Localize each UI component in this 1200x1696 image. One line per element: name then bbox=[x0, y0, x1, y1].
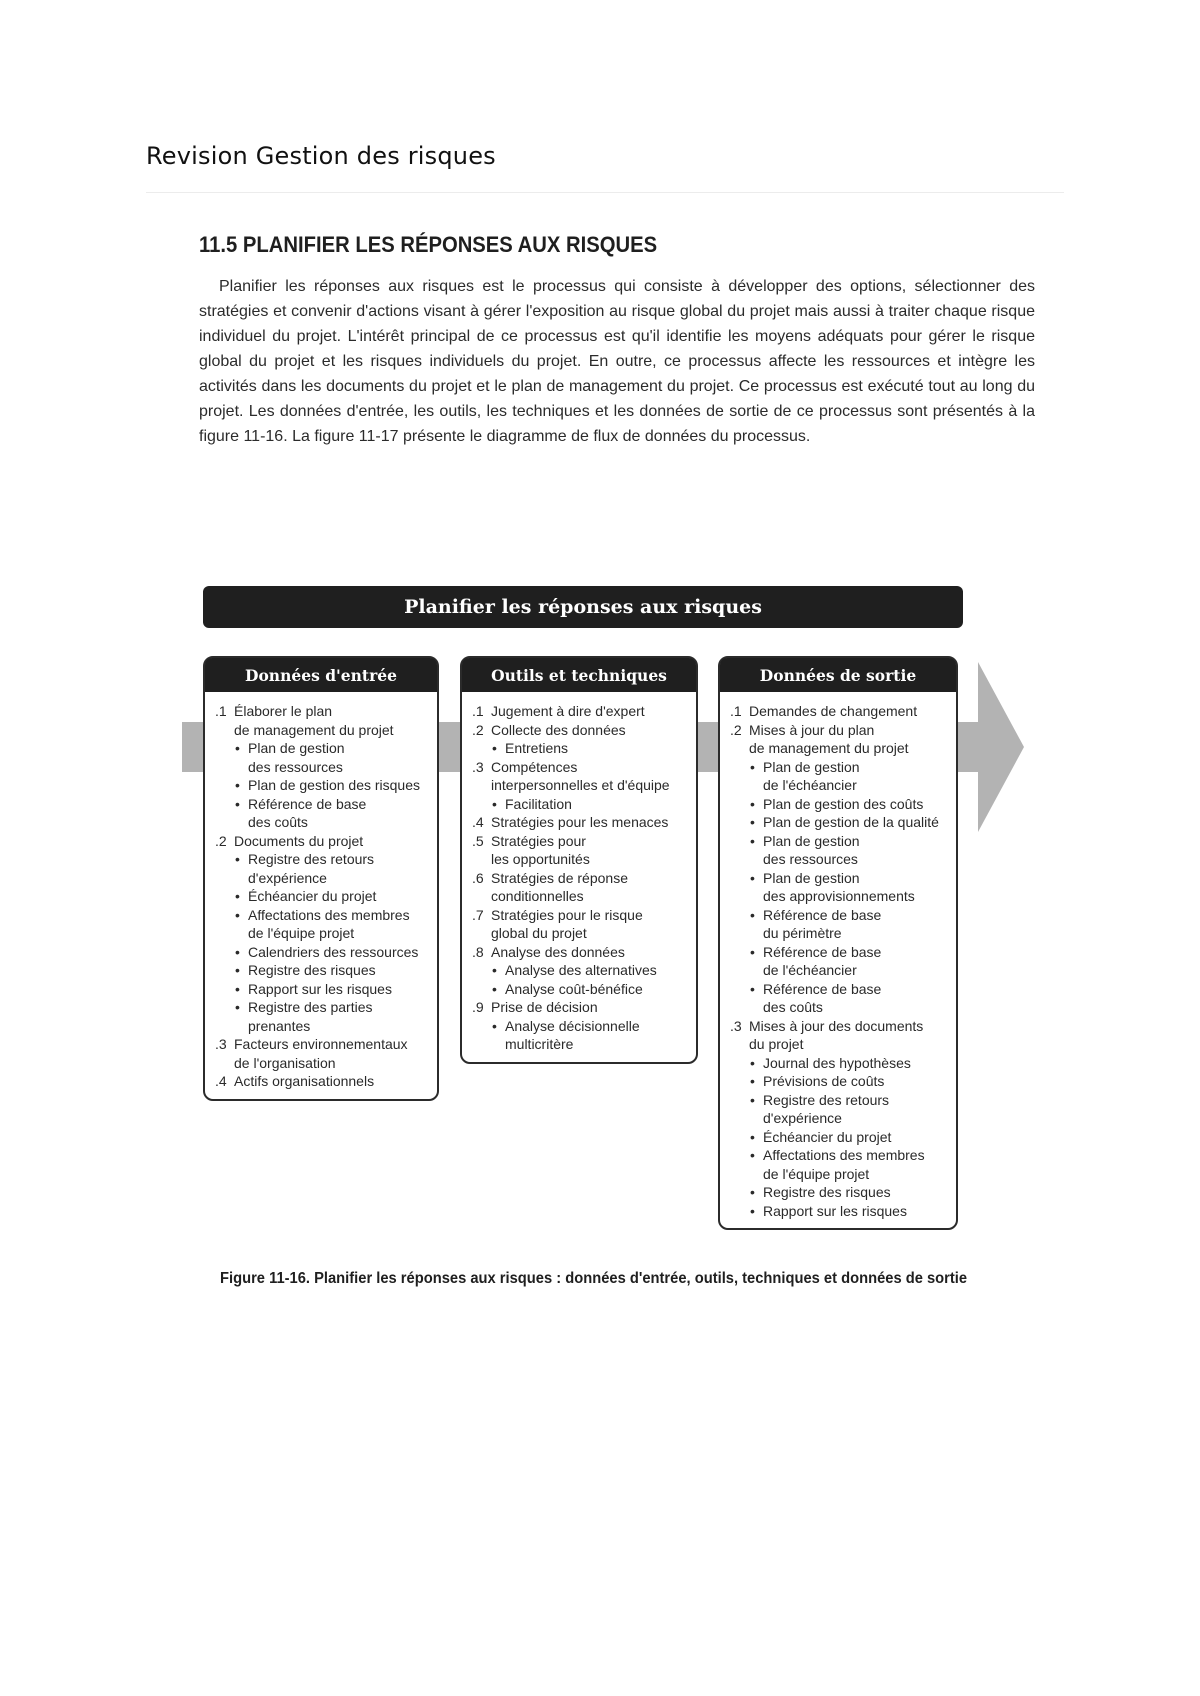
column-inputs bbox=[203, 656, 439, 1101]
list-subitem bbox=[730, 1128, 950, 1147]
bullet-icon: • bbox=[235, 740, 240, 756]
item-text: des ressources bbox=[248, 758, 343, 775]
list-subitem bbox=[472, 1017, 690, 1036]
item-number: .3 bbox=[215, 1036, 227, 1052]
bullet-icon: • bbox=[750, 795, 755, 812]
list-subitem bbox=[730, 924, 950, 943]
bullet-icon: • bbox=[750, 1147, 755, 1163]
bullet-icon: • bbox=[492, 1017, 497, 1034]
list-item bbox=[472, 776, 690, 795]
list-item bbox=[472, 998, 690, 1017]
item-text: Élaborer le plan bbox=[234, 703, 333, 719]
item-text: du périmètre bbox=[763, 925, 842, 941]
item-text: Affectations des membres bbox=[763, 1147, 925, 1163]
list-item bbox=[472, 924, 690, 943]
item-text: Registre des retours bbox=[248, 851, 375, 867]
item-text: Analyse décisionnelle bbox=[505, 1017, 640, 1034]
list-subitem bbox=[472, 961, 690, 980]
list-item bbox=[472, 758, 690, 777]
item-text: d'expérience bbox=[248, 869, 327, 886]
list-subitem bbox=[730, 832, 950, 851]
list-subitem bbox=[215, 943, 431, 962]
item-text: Échéancier du projet bbox=[248, 888, 377, 904]
column-list-tools bbox=[462, 692, 696, 1062]
bullet-icon: • bbox=[750, 1073, 755, 1089]
list-item bbox=[215, 832, 431, 851]
item-text: de l'équipe projet bbox=[248, 925, 355, 941]
item-text: Calendriers des ressources bbox=[248, 943, 419, 960]
list-subitem bbox=[730, 943, 950, 962]
list-subitem bbox=[215, 739, 431, 758]
item-text: Compétences bbox=[491, 758, 578, 775]
list-subitem bbox=[730, 1165, 950, 1184]
bullet-icon: • bbox=[235, 851, 240, 867]
list-subitem bbox=[730, 961, 950, 980]
item-text: interpersonnelles et d'équipe bbox=[491, 777, 670, 793]
item-text: global du projet bbox=[491, 925, 587, 941]
list-subitem bbox=[730, 1202, 950, 1221]
bullet-icon: • bbox=[492, 962, 497, 978]
item-text: Facteurs environnementaux bbox=[234, 1036, 408, 1052]
bullet-icon: • bbox=[750, 943, 755, 960]
item-text: prenantes bbox=[248, 1017, 311, 1034]
bullet-icon: • bbox=[492, 740, 497, 756]
item-text: Analyse des alternatives bbox=[505, 962, 657, 978]
list-subitem bbox=[215, 813, 431, 832]
item-text: Stratégies de réponse bbox=[491, 869, 628, 886]
item-number: .2 bbox=[472, 721, 484, 738]
item-text: Registre des risques bbox=[763, 1184, 891, 1200]
process-diagram bbox=[182, 586, 1032, 1246]
list-subitem bbox=[730, 776, 950, 795]
item-text: de l'échéancier bbox=[763, 962, 857, 978]
item-text: Prévisions de coûts bbox=[763, 1073, 885, 1089]
item-number: .7 bbox=[472, 906, 484, 923]
item-text: Rapport sur les risques bbox=[763, 1202, 907, 1219]
bullet-icon: • bbox=[750, 906, 755, 923]
bullet-icon: • bbox=[235, 906, 240, 923]
item-number: .1 bbox=[215, 703, 227, 719]
item-text: Stratégies pour bbox=[491, 832, 586, 849]
list-item bbox=[472, 943, 690, 962]
item-number: .2 bbox=[730, 721, 742, 738]
bullet-icon: • bbox=[235, 943, 240, 960]
item-text: Jugement à dire d'expert bbox=[491, 703, 645, 719]
item-text: Stratégies pour les menaces bbox=[491, 814, 669, 830]
item-text: Plan de gestion bbox=[763, 869, 860, 886]
item-number: .3 bbox=[472, 758, 484, 775]
item-text: Registre des retours bbox=[763, 1091, 890, 1108]
list-subitem bbox=[730, 906, 950, 925]
item-text: Entretiens bbox=[505, 740, 569, 756]
item-text: Plan de gestion de la qualité bbox=[763, 814, 939, 830]
list-subitem bbox=[215, 776, 431, 795]
bullet-icon: • bbox=[750, 869, 755, 886]
bullet-icon: • bbox=[750, 814, 755, 830]
list-item bbox=[472, 887, 690, 906]
item-number: .6 bbox=[472, 869, 484, 886]
column-outputs bbox=[718, 656, 958, 1230]
list-subitem bbox=[730, 887, 950, 906]
item-text: Facilitation bbox=[505, 795, 572, 812]
list-item bbox=[215, 1072, 431, 1091]
list-item bbox=[472, 906, 690, 925]
list-subitem bbox=[730, 980, 950, 999]
list-subitem bbox=[215, 980, 431, 999]
list-subitem bbox=[215, 924, 431, 943]
item-number: .9 bbox=[472, 999, 484, 1015]
list-subitem bbox=[730, 1109, 950, 1128]
flow-arrow-head bbox=[978, 662, 1024, 832]
item-text: Rapport sur les risques bbox=[248, 980, 392, 997]
bullet-icon: • bbox=[492, 980, 497, 997]
item-text: du projet bbox=[749, 1036, 804, 1052]
item-text: Plan de gestion bbox=[248, 740, 345, 756]
item-text: de l'organisation bbox=[234, 1054, 336, 1071]
list-item bbox=[215, 1054, 431, 1073]
column-list-inputs bbox=[205, 692, 437, 1099]
document-title: Revision Gestion des risques bbox=[146, 142, 496, 170]
list-item bbox=[730, 739, 950, 758]
item-text: Documents du projet bbox=[234, 832, 364, 849]
list-subitem bbox=[215, 906, 431, 925]
item-text: des ressources bbox=[763, 851, 858, 867]
list-subitem bbox=[215, 887, 431, 906]
bullet-icon: • bbox=[750, 832, 755, 849]
item-text: Analyse des données bbox=[491, 943, 625, 960]
item-text: Plan de gestion des coûts bbox=[763, 795, 924, 812]
item-number: .2 bbox=[215, 832, 227, 849]
item-text: Affectations des membres bbox=[248, 906, 410, 923]
column-tools bbox=[460, 656, 698, 1064]
column-header-outputs: Données de sortie bbox=[720, 658, 956, 692]
column-list-outputs bbox=[720, 692, 956, 1228]
bullet-icon: • bbox=[750, 1128, 755, 1145]
list-item bbox=[730, 721, 950, 740]
item-text: Demandes de changement bbox=[749, 703, 918, 719]
bullet-icon: • bbox=[750, 758, 755, 775]
list-item bbox=[215, 1035, 431, 1054]
list-subitem bbox=[730, 869, 950, 888]
process-banner: Planifier les réponses aux risques bbox=[203, 586, 963, 628]
item-text: Échéancier du projet bbox=[763, 1128, 892, 1145]
item-text: des coûts bbox=[248, 814, 308, 830]
bullet-icon: • bbox=[750, 1202, 755, 1219]
item-text: Référence de base bbox=[763, 980, 882, 997]
item-text: de l'échéancier bbox=[763, 777, 857, 793]
bullet-icon: • bbox=[235, 888, 240, 904]
figure-caption: Figure 11-16. Planifier les réponses aux risques : données d'entrée, outils, techniques et données de sortie bbox=[220, 1270, 968, 1287]
bullet-icon: • bbox=[492, 795, 497, 812]
list-item bbox=[472, 721, 690, 740]
list-item bbox=[215, 702, 431, 721]
item-text: Collecte des données bbox=[491, 721, 626, 738]
list-subitem bbox=[730, 1183, 950, 1202]
item-number: .8 bbox=[472, 943, 484, 960]
item-text: Registre des risques bbox=[248, 962, 376, 978]
item-text: multicritère bbox=[505, 1036, 574, 1052]
item-text: Référence de base bbox=[248, 795, 367, 812]
list-subitem bbox=[730, 758, 950, 777]
bullet-icon: • bbox=[235, 999, 240, 1015]
bullet-icon: • bbox=[235, 795, 240, 812]
item-text: Mises à jour du plan bbox=[749, 721, 875, 738]
list-subitem bbox=[215, 1017, 431, 1036]
list-item bbox=[472, 850, 690, 869]
list-subitem bbox=[730, 1091, 950, 1110]
item-text: d'expérience bbox=[763, 1110, 842, 1126]
item-text: de management du projet bbox=[749, 740, 909, 756]
intro-paragraph: Planifier les réponses aux risques est le processus qui consiste à développer des options, sélectionner des stratégies et convenir d'actions visant à gérer l'exposition au risque global du projet mais aussi à traiter chaque risque individuel du projet. L'intérêt principal de ce processus est qu'il identifie les moyens adéquats pour gérer le risque global du projet et les risques individuels du projet. En outre, ce processus affecte les ressources et intègre les activités dans les documents du projet et le plan de management du projet. Ce processus est exécuté tout au long du projet. Les données d'entrée, les outils, les techniques et les données de sortie de ce processus sont présentés à la figure 11-16. La figure 11-17 présente le diagramme de flux de données du processus. bbox=[199, 278, 1035, 445]
column-header-inputs: Données d'entrée bbox=[205, 658, 437, 692]
list-subitem bbox=[730, 795, 950, 814]
title-divider bbox=[146, 192, 1064, 193]
list-subitem bbox=[730, 998, 950, 1017]
item-number: .1 bbox=[472, 703, 484, 719]
bullet-icon: • bbox=[750, 1091, 755, 1108]
list-subitem bbox=[215, 795, 431, 814]
list-subitem bbox=[215, 850, 431, 869]
item-number: .1 bbox=[730, 703, 742, 719]
bullet-icon: • bbox=[750, 1054, 755, 1071]
item-text: des approvisionnements bbox=[763, 888, 915, 904]
list-item bbox=[472, 813, 690, 832]
item-text: conditionnelles bbox=[491, 888, 584, 904]
item-text: de management du projet bbox=[234, 721, 394, 738]
list-subitem bbox=[730, 1146, 950, 1165]
list-item bbox=[730, 1017, 950, 1036]
list-item bbox=[730, 1035, 950, 1054]
item-text: les opportunités bbox=[491, 851, 590, 867]
item-text: Référence de base bbox=[763, 943, 882, 960]
item-number: .4 bbox=[215, 1073, 227, 1089]
item-text: des coûts bbox=[763, 999, 823, 1015]
item-text: Journal des hypothèses bbox=[763, 1054, 911, 1071]
item-text: Actifs organisationnels bbox=[234, 1073, 375, 1089]
item-text: Prise de décision bbox=[491, 999, 598, 1015]
list-item bbox=[215, 721, 431, 740]
list-subitem bbox=[730, 1054, 950, 1073]
list-subitem bbox=[215, 869, 431, 888]
list-item bbox=[730, 702, 950, 721]
item-text: de l'équipe projet bbox=[763, 1165, 870, 1182]
item-number: .3 bbox=[730, 1017, 742, 1034]
item-number: .4 bbox=[472, 814, 484, 830]
column-header-tools: Outils et techniques bbox=[462, 658, 696, 692]
list-subitem bbox=[215, 961, 431, 980]
item-text: Registre des parties bbox=[248, 999, 373, 1015]
list-subitem bbox=[730, 813, 950, 832]
bullet-icon: • bbox=[235, 980, 240, 997]
item-number: .5 bbox=[472, 832, 484, 849]
item-text: Plan de gestion bbox=[763, 832, 860, 849]
section-heading: 11.5 PLANIFIER LES RÉPONSES AUX RISQUES bbox=[199, 232, 658, 257]
list-item bbox=[472, 869, 690, 888]
item-text: Mises à jour des documents bbox=[749, 1017, 924, 1034]
item-text: Plan de gestion bbox=[763, 758, 860, 775]
list-subitem bbox=[215, 998, 431, 1017]
item-text: Référence de base bbox=[763, 906, 882, 923]
bullet-icon: • bbox=[235, 777, 240, 793]
item-text: Plan de gestion des risques bbox=[248, 777, 420, 793]
list-subitem bbox=[472, 739, 690, 758]
item-text: Analyse coût-bénéfice bbox=[505, 980, 643, 997]
list-subitem bbox=[730, 1072, 950, 1091]
list-subitem bbox=[730, 850, 950, 869]
bullet-icon: • bbox=[750, 1184, 755, 1200]
list-subitem bbox=[215, 758, 431, 777]
list-subitem bbox=[472, 980, 690, 999]
list-subitem bbox=[472, 1035, 690, 1054]
item-text: Stratégies pour le risque bbox=[491, 906, 643, 923]
list-subitem bbox=[472, 795, 690, 814]
list-item bbox=[472, 832, 690, 851]
bullet-icon: • bbox=[750, 980, 755, 997]
list-item bbox=[472, 702, 690, 721]
bullet-icon: • bbox=[235, 962, 240, 978]
